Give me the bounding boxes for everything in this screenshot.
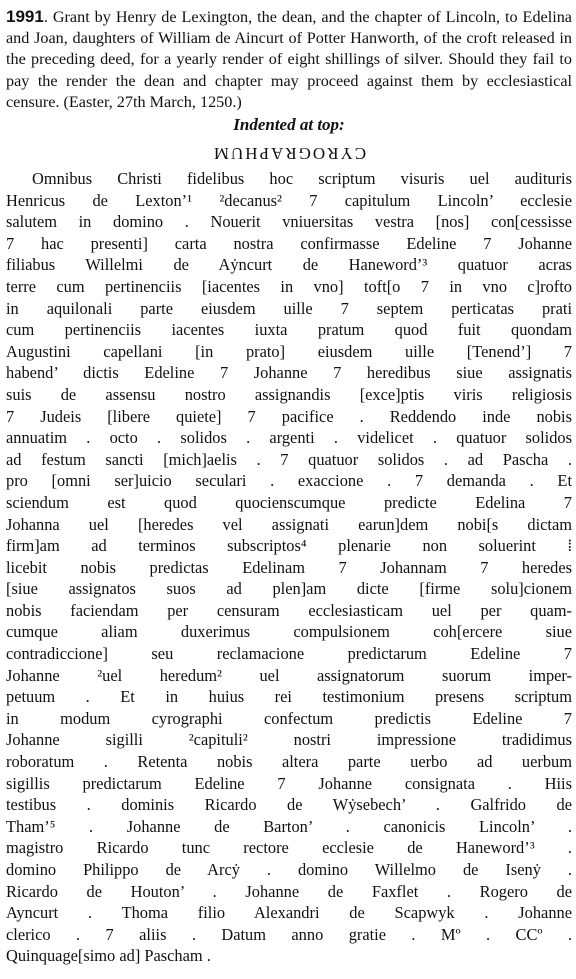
charter-line: sciendum est quod quocienscumque predicte Edelina 7 — [6, 492, 572, 512]
indented-label: Indented at top: — [233, 115, 345, 135]
charter-line: Augustini capellani [in prato] eiusdem uille [Tenend’] 7 — [6, 341, 572, 361]
charter-line: in modum cyrographi confectum predictis Edeline 7 — [6, 708, 572, 728]
charter-line: roboratum . Retenta nobis altera parte uerbo ad uerbum — [6, 752, 572, 772]
charter-line: Johanne sigilli ²capituli² nostri impressione tradidimus — [6, 730, 572, 750]
charter-line: annuatim . octo . solidos . argenti . videlicet . quatuor solidos — [6, 428, 572, 448]
charter-line: firm]am ad terminos subscriptos⁴ plenarie non soluerint ⁞ — [6, 536, 572, 556]
charter-line: Omnibus Christi fidelibus hoc scriptum visuris uel audituris — [32, 169, 572, 189]
charter-line: in aquilonali parte eiusdem uille 7 septem perticatas prati — [6, 298, 572, 318]
entry-summary-text: . Grant by Henry de Lexington, the dean, and the chapter of Lincoln, to Edelina and Joan, daughters of William de Aincurt of Potter Hanworth, of the croft released in the preceding deed, for a yearly render of eight shillings of silver. Should they fail to pay the render the dean and chapter may proceed against them by ecclesiastical censure. (Easter, 27th March, 1250.) — [6, 8, 572, 111]
charter-line: [siue assignatos suos ad plen]am dicte [firme solu]cionem — [6, 579, 572, 599]
entry-summary — [6, 6, 572, 113]
charter-line: terre cum pertinenciis [iacentes in vno] toft[o 7 in vno c]rofto — [6, 276, 572, 296]
charter-line: nobis faciendam per censuram ecclesiasticam uel per quam- — [6, 600, 572, 620]
charter-line: testibus . dominis Ricardo de Wẏsebech’ . Galfrido de — [6, 795, 572, 815]
cyrographum-inverted: CYROGRAPHUM — [211, 144, 367, 164]
charter-line: cumque aliam duxerimus compulsionem coh[ercere siue — [6, 622, 572, 642]
charter-line: Quinquage[simo ad] Pascham . — [6, 946, 211, 966]
charter-line: suis de assensu nostro assignandis [exce]ptis viris religiosis — [6, 384, 572, 404]
charter-line: sigillis predictarum Edeline 7 Johanne consignata . Hiis — [6, 773, 572, 793]
charter-line: Henricus de Lexton’¹ ²decanus² 7 capitulum Lincoln’ ecclesie — [6, 190, 572, 210]
charter-line: 7 Judeis [libere quiete] 7 pacifice . Reddendo inde nobis — [6, 406, 572, 426]
charter-line: contradiccione] seu reclamacione predictarum Edeline 7 — [6, 644, 572, 664]
charter-line: ad festum sancti [mich]aelis . 7 quatuor solidos . ad Pascha . — [6, 449, 572, 469]
charter-line: Johanne ²uel heredum² uel assignatorum suorum imper- — [6, 665, 572, 685]
charter-line: domino Philippo de Arcẏ . domino Willelmo de Isenẏ . — [6, 860, 572, 880]
charter-line: 7 hac presenti] carta nostra confirmasse Edeline 7 Johanne — [6, 233, 572, 253]
entry-number: 1991 — [6, 7, 44, 26]
charter-line: salutem in domino . Nouerit vniuersitas vestra [nos] con[cessisse — [6, 212, 572, 232]
charter-line: pro [omni ser]uicio seculari . exaccione . 7 demanda . Et — [6, 471, 572, 491]
charter-line: Ricardo de Houton’ . Johanne de Faxflet . Rogero de — [6, 881, 572, 901]
charter-line: magistro Ricardo tunc rectore ecclesie de Haneword’³ . — [6, 838, 572, 858]
charter-line: habend’ dictis Edeline 7 Johanne 7 heredibus siue assignatis — [6, 363, 572, 383]
charter-line: Johanna uel [heredes vel assignati earun]dem nobi[s dictam — [6, 514, 572, 534]
charter-line: clerico . 7 aliis . Datum anno gratie . Mº . CCº . — [6, 924, 572, 944]
charter-line: licebit nobis predictas Edelinam 7 Johannam 7 heredes — [6, 557, 572, 577]
charter-text — [6, 168, 572, 967]
charter-line: Ayncurt . Thoma filio Alexandri de Scapwyk . Johanne — [6, 903, 572, 923]
charter-line: cum pertinenciis iacentes iuxta pratum quod fuit quondam — [6, 320, 572, 340]
charter-line: filiabus Willelmi de Aẏncurt de Haneword’³ quatuor acras — [6, 255, 572, 275]
charter-line: Tham’⁵ . Johanne de Barton’ . canonicis Lincoln’ . — [6, 816, 572, 836]
charter-line: petuum . Et in huius rei testimonium presens scriptum — [6, 687, 572, 707]
